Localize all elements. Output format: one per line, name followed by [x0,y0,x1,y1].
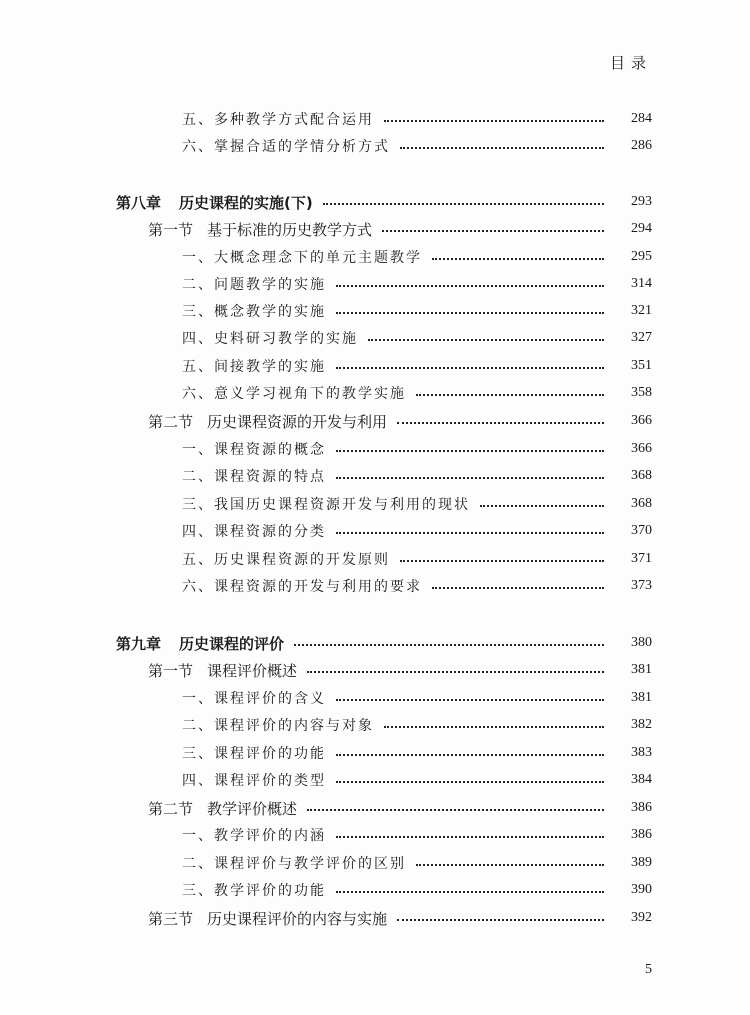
toc-entry-title: 教学评价概述 [207,799,298,818]
toc-entry-label: 一、大概念理念下的单元主题教学 [182,250,422,266]
leader-dots [336,781,604,783]
toc-entry-item [0,107,750,131]
leader-dots [416,394,604,396]
toc-entry-number: 第八章 [116,193,162,212]
toc-entry-section [0,409,750,433]
toc-entry-page: 286 [631,138,652,153]
toc-entry-item [0,326,750,350]
leader-dots [432,258,604,260]
toc-entry-label: 二、问题教学的实施 [182,277,326,293]
toc-entry-item [0,713,750,737]
toc-entry-page: 389 [631,855,652,870]
toc-entry-page: 293 [631,194,652,209]
leader-dots [336,836,604,838]
leader-dots [397,422,604,424]
toc-entry-title: 基于标准的历史教学方式 [207,220,373,239]
toc-entry-label: 五、间接教学的实施 [182,359,326,375]
toc-entry-label: 一、教学评价的内涵 [182,828,326,844]
toc-entry-item [0,823,750,847]
toc-entry-page: 381 [631,690,652,705]
toc-entry-label [148,908,387,929]
toc-entry-page: 368 [631,468,652,483]
toc-entry-page: 382 [631,717,652,732]
toc-entry-item [0,272,750,296]
toc-entry-item [0,134,750,158]
toc-entry-label: 一、课程资源的概念 [182,442,326,458]
toc-entry-item [0,574,750,598]
toc-entry-item [0,547,750,571]
toc-entry-item [0,519,750,543]
toc-entry-title: 历史课程资源的开发与利用 [207,412,388,431]
toc-entry-label: 三、教学评价的功能 [182,883,326,899]
leader-dots [336,754,604,756]
toc-entry-item [0,464,750,488]
toc-entry-label: 二、课程评价与教学评价的区别 [182,856,406,872]
toc-entry-label [116,192,313,213]
toc-entry-item [0,878,750,902]
toc-entry-page: 327 [631,330,652,345]
toc-entry-number: 第一节 [148,661,194,680]
toc-entry-page: 358 [631,385,652,400]
running-header: 目录 [609,54,652,72]
toc-entry-item [0,851,750,875]
toc-entry-item [0,299,750,323]
toc-entry-page: 373 [631,578,652,593]
leader-dots [384,120,604,122]
leader-dots [480,505,604,507]
toc-entry-label [148,798,297,819]
toc-entry-label: 三、课程评价的功能 [182,746,326,762]
toc-entry-item [0,741,750,765]
toc-entry-page: 366 [631,441,652,456]
leader-dots [432,587,604,589]
toc-entry-number: 第二节 [148,412,194,431]
toc-entry-label: 四、史料研习教学的实施 [182,331,358,347]
leader-dots [294,644,604,646]
leader-dots [336,699,604,701]
leader-dots [384,726,604,728]
toc-entry-section [0,217,750,241]
toc-entry-page: 383 [631,745,652,760]
toc-entry-label [148,411,387,432]
toc-entry-chapter [0,631,750,655]
leader-dots [416,864,604,866]
leader-dots [397,919,604,921]
leader-dots [307,809,604,811]
toc-entry-label [116,633,284,654]
toc-entry-page: 381 [631,662,652,677]
leader-dots [336,285,604,287]
toc-entry-item [0,492,750,516]
toc-entry-chapter [0,190,750,214]
toc-entry-page: 386 [631,827,652,842]
leader-dots [307,671,604,673]
toc-entry-title: 历史课程评价的内容与实施 [207,909,388,928]
toc-entry-label: 二、课程评价的内容与对象 [182,718,374,734]
toc-entry-label: 四、课程资源的分类 [182,524,326,540]
toc-entry-label: 六、课程资源的开发与利用的要求 [182,579,422,595]
toc-entry-page: 392 [631,910,652,925]
toc-entry-label: 五、历史课程资源的开发原则 [182,552,390,568]
leader-dots [323,203,604,205]
toc-entry-page: 366 [631,413,652,428]
toc-entry-page: 386 [631,800,652,815]
toc-entry-label: 五、多种教学方式配合运用 [182,112,374,128]
toc-entry-section [0,658,750,682]
leader-dots [336,450,604,452]
toc-entry-label: 二、课程资源的特点 [182,469,326,485]
toc-entry-number: 第九章 [116,634,162,653]
toc-entry-page: 284 [631,111,652,126]
toc-entry-page: 370 [631,523,652,538]
toc-entry-page: 384 [631,772,652,787]
toc-entry-item [0,354,750,378]
toc-entry-item [0,381,750,405]
toc-entry-page: 390 [631,882,652,897]
toc-entry-title: 历史课程的评价 [179,634,285,653]
page-number: 5 [645,962,652,977]
toc-entry-number: 第一节 [148,220,194,239]
toc-entry-page: 380 [631,635,652,650]
leader-dots [400,560,604,562]
toc-entry-label: 六、意义学习视角下的教学实施 [182,386,406,402]
toc-entry-page: 368 [631,496,652,511]
leader-dots [336,891,604,893]
leader-dots [382,230,604,232]
leader-dots [336,532,604,534]
leader-dots [336,312,604,314]
toc-entry-page: 295 [631,249,652,264]
leader-dots [400,147,604,149]
toc-entry-page: 351 [631,358,652,373]
toc-entry-item [0,245,750,269]
toc-entry-item [0,437,750,461]
toc-entry-page: 371 [631,551,652,566]
toc-entry-label: 六、掌握合适的学情分析方式 [182,139,390,155]
toc-entry-section [0,796,750,820]
toc-entry-number: 第二节 [148,799,194,818]
toc-entry-label [148,219,372,240]
toc-entry-label: 一、课程评价的含义 [182,691,326,707]
toc-entry-page: 321 [631,303,652,318]
toc-entry-label [148,660,297,681]
toc-entry-label: 四、课程评价的类型 [182,773,326,789]
leader-dots [336,367,604,369]
toc-entry-number: 第三节 [148,909,194,928]
toc-entry-title: 课程评价概述 [207,661,298,680]
leader-dots [336,477,604,479]
toc-entry-item [0,768,750,792]
toc-entry-item [0,686,750,710]
toc-entry-page: 294 [631,221,652,236]
leader-dots [368,339,604,341]
toc-entry-title: 历史课程的实施(下) [179,193,313,212]
toc-entry-label: 三、概念教学的实施 [182,304,326,320]
toc-entry-label: 三、我国历史课程资源开发与利用的现状 [182,497,470,513]
toc-entry-section [0,906,750,930]
toc-entry-page: 314 [631,276,652,291]
